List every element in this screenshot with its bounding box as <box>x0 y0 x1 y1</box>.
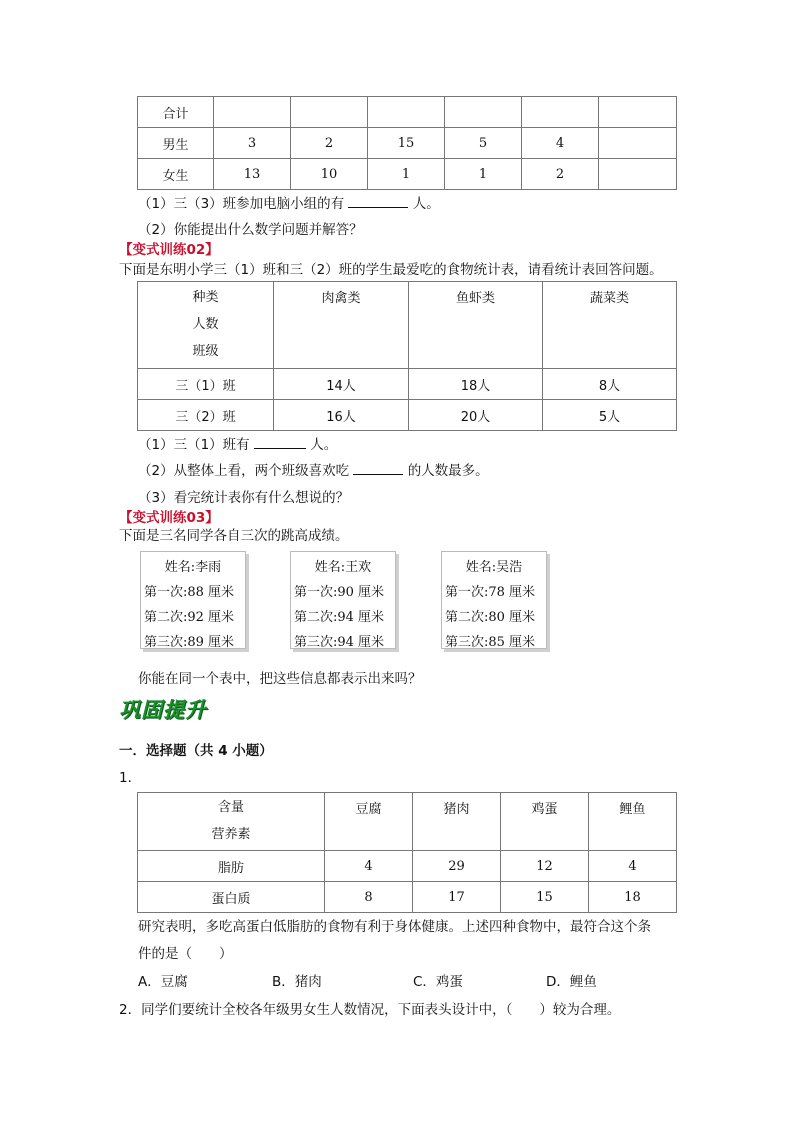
variant-03-intro: 下面是三名同学各自三次的跳高成绩。 <box>119 528 349 544</box>
table-row <box>138 97 677 128</box>
variant-03-question: 你能在同一个表中，把这些信息都表示出来吗？ <box>138 671 422 687</box>
table-cell: 12 <box>501 851 589 882</box>
header-cell-diagonal <box>138 282 274 369</box>
table-cell: 3 <box>214 128 291 159</box>
option-b[interactable]: B．猪肉 <box>272 974 322 990</box>
table-row <box>138 369 677 400</box>
row-label: 脂肪 <box>138 851 325 882</box>
column-header: 猪肉 <box>413 793 501 851</box>
question-text: 人。 <box>412 196 440 212</box>
problem-1-text: 研究表明，多吃高蛋白低脂肪的食物有利于身体健康。上述四种食物中，最符合这个条 <box>138 919 651 935</box>
table-cell: 16人 <box>274 400 409 431</box>
card-line: 第一次:78 厘米 <box>445 585 536 600</box>
row-label: 合计 <box>138 97 214 128</box>
variant-03-tag: 【变式训练03】 <box>119 510 219 526</box>
row-label: 三（1）班 <box>138 369 274 400</box>
table-cell: 2 <box>522 159 599 190</box>
answer-blank[interactable] <box>254 436 306 449</box>
part-heading: 一．选择题（共 4 小题） <box>119 743 273 759</box>
row-label: 男生 <box>138 128 214 159</box>
column-header: 蔬菜类 <box>543 282 677 369</box>
table-cell: 29 <box>413 851 501 882</box>
question-text: （1）三（1）班有 <box>138 437 250 453</box>
table-row <box>138 159 677 190</box>
question-2-3: （3）看完统计表你有什么想说的？ <box>138 490 350 506</box>
column-header: 鸡蛋 <box>501 793 589 851</box>
table-food-stats <box>137 281 677 431</box>
table-cell: 8 <box>325 882 413 913</box>
table-row <box>138 882 677 913</box>
card-line: 第三次:94 厘米 <box>294 635 385 650</box>
table-header-row <box>138 793 677 851</box>
table-cell <box>522 97 599 128</box>
table-cell: 4 <box>589 851 677 882</box>
table-cell: 15 <box>501 882 589 913</box>
header-cell-diagonal <box>138 793 325 851</box>
table-cell: 15 <box>368 128 445 159</box>
column-header: 肉禽类 <box>274 282 409 369</box>
row-label: 女生 <box>138 159 214 190</box>
option-d[interactable]: D．鲤鱼 <box>546 974 597 990</box>
question-2-2 <box>138 459 489 479</box>
option-c[interactable]: C．鸡蛋 <box>413 974 463 990</box>
card-line: 第一次:88 厘米 <box>144 585 235 600</box>
problem-1-text: 件的是（ ） <box>138 946 233 962</box>
table-cell <box>368 97 445 128</box>
question-2-1 <box>138 433 337 453</box>
problem-2-text: 2．同学们要统计全校各年级男女生人数情况，下面表头设计中，（ ）较为合理。 <box>119 1002 621 1018</box>
table-cell: 18 <box>589 882 677 913</box>
row-label: 三（2）班 <box>138 400 274 431</box>
header-line: 含量 <box>217 800 244 815</box>
column-header: 豆腐 <box>325 793 413 851</box>
answer-blank[interactable] <box>353 462 403 475</box>
table-cell: 1 <box>368 159 445 190</box>
column-header: 鲤鱼 <box>589 793 677 851</box>
score-card-wu-hao <box>441 551 547 649</box>
table-cell: 20人 <box>409 400 543 431</box>
table-cell: 4 <box>522 128 599 159</box>
card-line: 第三次:89 厘米 <box>144 635 235 650</box>
table-header-row <box>138 282 677 369</box>
table-cell: 5 <box>445 128 522 159</box>
card-name: 姓名:王欢 <box>314 560 372 575</box>
question-text: （2）从整体上看，两个班级喜欢吃 <box>138 463 350 479</box>
score-card-li-yu <box>140 551 246 649</box>
header-line: 营养素 <box>211 827 251 842</box>
table-cell: 17 <box>413 882 501 913</box>
question-text: （1）三（3）班参加电脑小组的有 <box>138 196 345 212</box>
card-name: 姓名:吴浩 <box>465 560 523 575</box>
table-cell <box>291 97 368 128</box>
table-nutrition <box>137 792 677 913</box>
header-line: 人数 <box>192 317 219 332</box>
question-1-1 <box>138 192 440 212</box>
card-line: 第一次:90 厘米 <box>294 585 385 600</box>
card-line: 第二次:80 厘米 <box>445 610 536 625</box>
table-row <box>138 851 677 882</box>
problem-1-number: 1． <box>119 770 142 786</box>
column-header: 鱼虾类 <box>409 282 543 369</box>
question-1-2: （2）你能提出什么数学问题并解答？ <box>138 222 363 238</box>
card-line: 第二次:92 厘米 <box>144 610 235 625</box>
table-row <box>138 128 677 159</box>
score-card-wang-huan <box>290 551 396 649</box>
table-cell: 5人 <box>543 400 677 431</box>
header-line: 种类 <box>192 290 219 305</box>
table-cell: 8人 <box>543 369 677 400</box>
question-text: 的人数最多。 <box>407 463 489 479</box>
table-cell: 4 <box>325 851 413 882</box>
option-a[interactable]: A．豆腐 <box>138 974 188 990</box>
table-row <box>138 400 677 431</box>
table-cell: 18人 <box>409 369 543 400</box>
table-cell: 1 <box>445 159 522 190</box>
table-cell: 10 <box>291 159 368 190</box>
table-cell <box>214 97 291 128</box>
table-cell <box>599 97 677 128</box>
table-club-stats <box>137 96 677 190</box>
table-cell <box>599 128 677 159</box>
table-cell: 13 <box>214 159 291 190</box>
card-name: 姓名:李雨 <box>164 560 222 575</box>
card-line: 第三次:85 厘米 <box>445 635 536 650</box>
card-line: 第二次:94 厘米 <box>294 610 385 625</box>
question-text: 人。 <box>310 437 338 453</box>
table-cell <box>599 159 677 190</box>
answer-blank[interactable] <box>348 195 408 208</box>
table-cell <box>445 97 522 128</box>
header-line: 班级 <box>192 344 219 359</box>
table-cell: 2 <box>291 128 368 159</box>
variant-02-tag: 【变式训练02】 <box>119 242 219 258</box>
section-title: 巩固提升 <box>119 697 207 722</box>
row-label: 蛋白质 <box>138 882 325 913</box>
table-cell: 14人 <box>274 369 409 400</box>
variant-02-intro: 下面是东明小学三（1）班和三（2）班的学生最爱吃的食物统计表，请看统计表回答问题。 <box>119 262 663 278</box>
